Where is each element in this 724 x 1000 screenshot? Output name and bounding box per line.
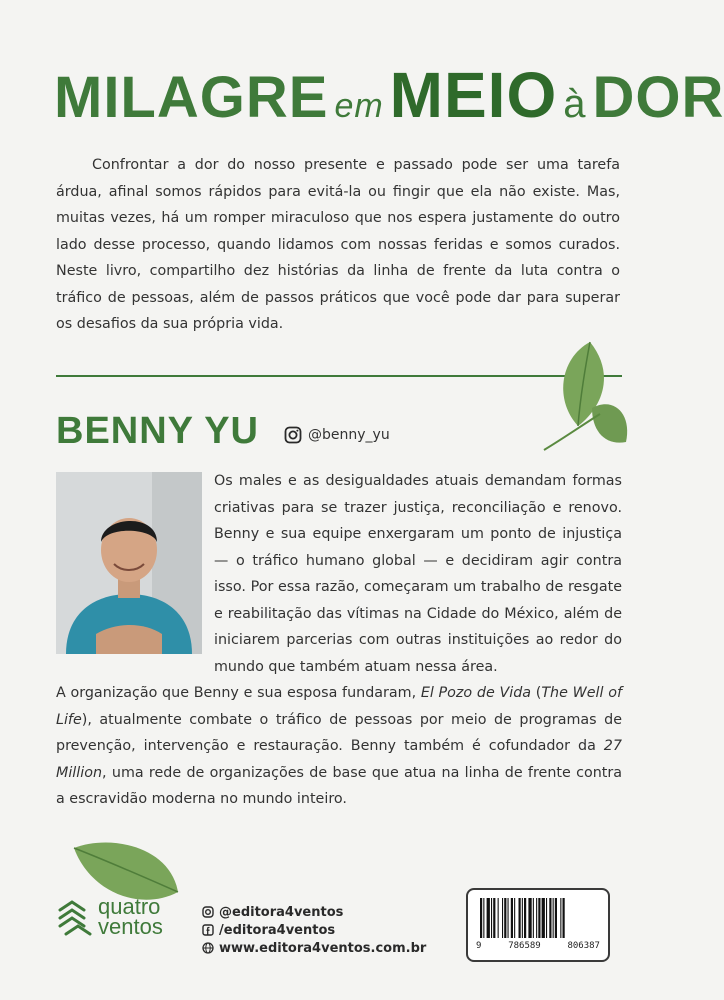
section-divider — [56, 375, 622, 377]
barcode-bar — [549, 898, 551, 938]
barcode-bar — [511, 898, 513, 938]
barcode-bar — [563, 898, 565, 938]
title-dor: DOR — [592, 65, 724, 130]
bio-paragraph-1: Os males e as desigualdades atuais demandam formas criativas para se trazer justiça, reconciliação e renovo. Benny e sua equipe enxergaram um ponto de injustiça — o tráfico humano global — e decidiram agir contra isso. Por essa razão, começaram um trabalho de resgate e reabilitação das vítimas na Cidade do México, além de iniciarem parcerias com outras instituições ao redor do mundo que também atuam nessa área. — [214, 473, 622, 675]
barcode-bar — [536, 898, 537, 938]
isbn-barcode — [466, 888, 610, 962]
leaf-illustration-top — [540, 338, 632, 458]
facebook-icon — [202, 924, 214, 936]
publisher-facebook-link[interactable] — [202, 921, 426, 939]
barcode-bar — [493, 898, 495, 938]
barcode-bars — [478, 898, 598, 938]
title-a: à — [563, 82, 587, 126]
publisher-website-text: www.editora4ventos.com.br — [219, 940, 427, 956]
barcode-bar — [483, 898, 484, 938]
barcode-bar — [542, 898, 545, 938]
publisher-logo — [52, 896, 163, 938]
photo-spacer — [56, 468, 214, 658]
globe-icon — [202, 942, 214, 954]
barcode-bar — [502, 898, 503, 938]
publisher-instagram-text: @editora4ventos — [219, 904, 344, 920]
bio-network-name: 27 Million — [56, 738, 622, 781]
barcode-bar — [555, 898, 557, 938]
bio-org-name: El Pozo de Vida — [420, 685, 532, 701]
barcode-bar — [528, 898, 531, 938]
title-milagre: MILAGRE — [54, 65, 329, 130]
bio-p2-text-c: ), atualmente combate o tráfico de pessoas por meio de programas de prevenção, intervenção e restauração. Benny também é cofundador da — [56, 711, 622, 754]
barcode-bar — [522, 898, 523, 938]
barcode-bar — [538, 898, 540, 938]
barcode-number — [476, 941, 600, 951]
publisher-instagram-link[interactable] — [202, 903, 426, 921]
bio-p2-text-d: , uma rede de organizações de base que atua na linha de frente contra a escravidão moderna no mundo inteiro. — [56, 764, 622, 807]
barcode-bar — [514, 898, 515, 938]
book-title — [54, 58, 724, 138]
instagram-icon — [202, 906, 214, 918]
barcode-bar — [553, 898, 554, 938]
bio-paragraph-2 — [56, 680, 622, 813]
barcode-bar — [560, 898, 561, 938]
barcode-digit-first: 9 — [476, 941, 482, 951]
barcode-digits-group1: 786589 — [508, 941, 541, 951]
barcode-digits-group2: 806387 — [567, 941, 600, 951]
title-meio: MEIO — [389, 59, 558, 131]
barcode-bar — [533, 898, 534, 938]
publisher-contacts — [202, 903, 426, 957]
author-instagram[interactable] — [284, 426, 390, 444]
barcode-bar — [504, 898, 506, 938]
publisher-website-link[interactable] — [202, 939, 426, 957]
barcode-bar — [519, 898, 521, 938]
quatro-ventos-logo-icon — [52, 896, 94, 938]
bio-org-name-en: The Well of Life — [56, 685, 622, 728]
barcode-bar — [480, 898, 482, 938]
author-bio — [56, 468, 622, 813]
barcode-bar — [546, 898, 547, 938]
logo-text-quatro: quatro — [98, 894, 161, 919]
barcode-bar — [487, 898, 490, 938]
intro-paragraph: Confrontar a dor do nosso presente e passado pode ser uma tarefa árdua, afinal somos rápidos para evitá-la ou fingir que ela não existe. Mas, muitas vezes, há um romper miraculoso que nos espera justamente do outro lado desse processo, quando lidamos com nossas feridas e somos curados. Neste livro, compartilho dez histórias da linha de frente da luta contra o tráfico de pessoas, além de passos práticos que você pode dar para superar os desafios da sua própria vida. — [56, 157, 620, 332]
barcode-bar — [491, 898, 492, 938]
publisher-facebook-text: /editora4ventos — [219, 922, 336, 938]
author-name: BENNY YU — [56, 410, 259, 452]
bio-p2-text-b: ( — [531, 685, 542, 701]
barcode-bar — [508, 898, 509, 938]
instagram-icon — [284, 426, 302, 444]
logo-text-ventos: ventos — [98, 914, 163, 939]
barcode-bar — [524, 898, 526, 938]
author-instagram-handle: @benny_yu — [308, 427, 390, 443]
barcode-bar — [498, 898, 499, 938]
bio-p2-text-a: A organização que Benny e sua esposa fundaram, — [56, 685, 421, 701]
title-em: em — [334, 87, 384, 125]
